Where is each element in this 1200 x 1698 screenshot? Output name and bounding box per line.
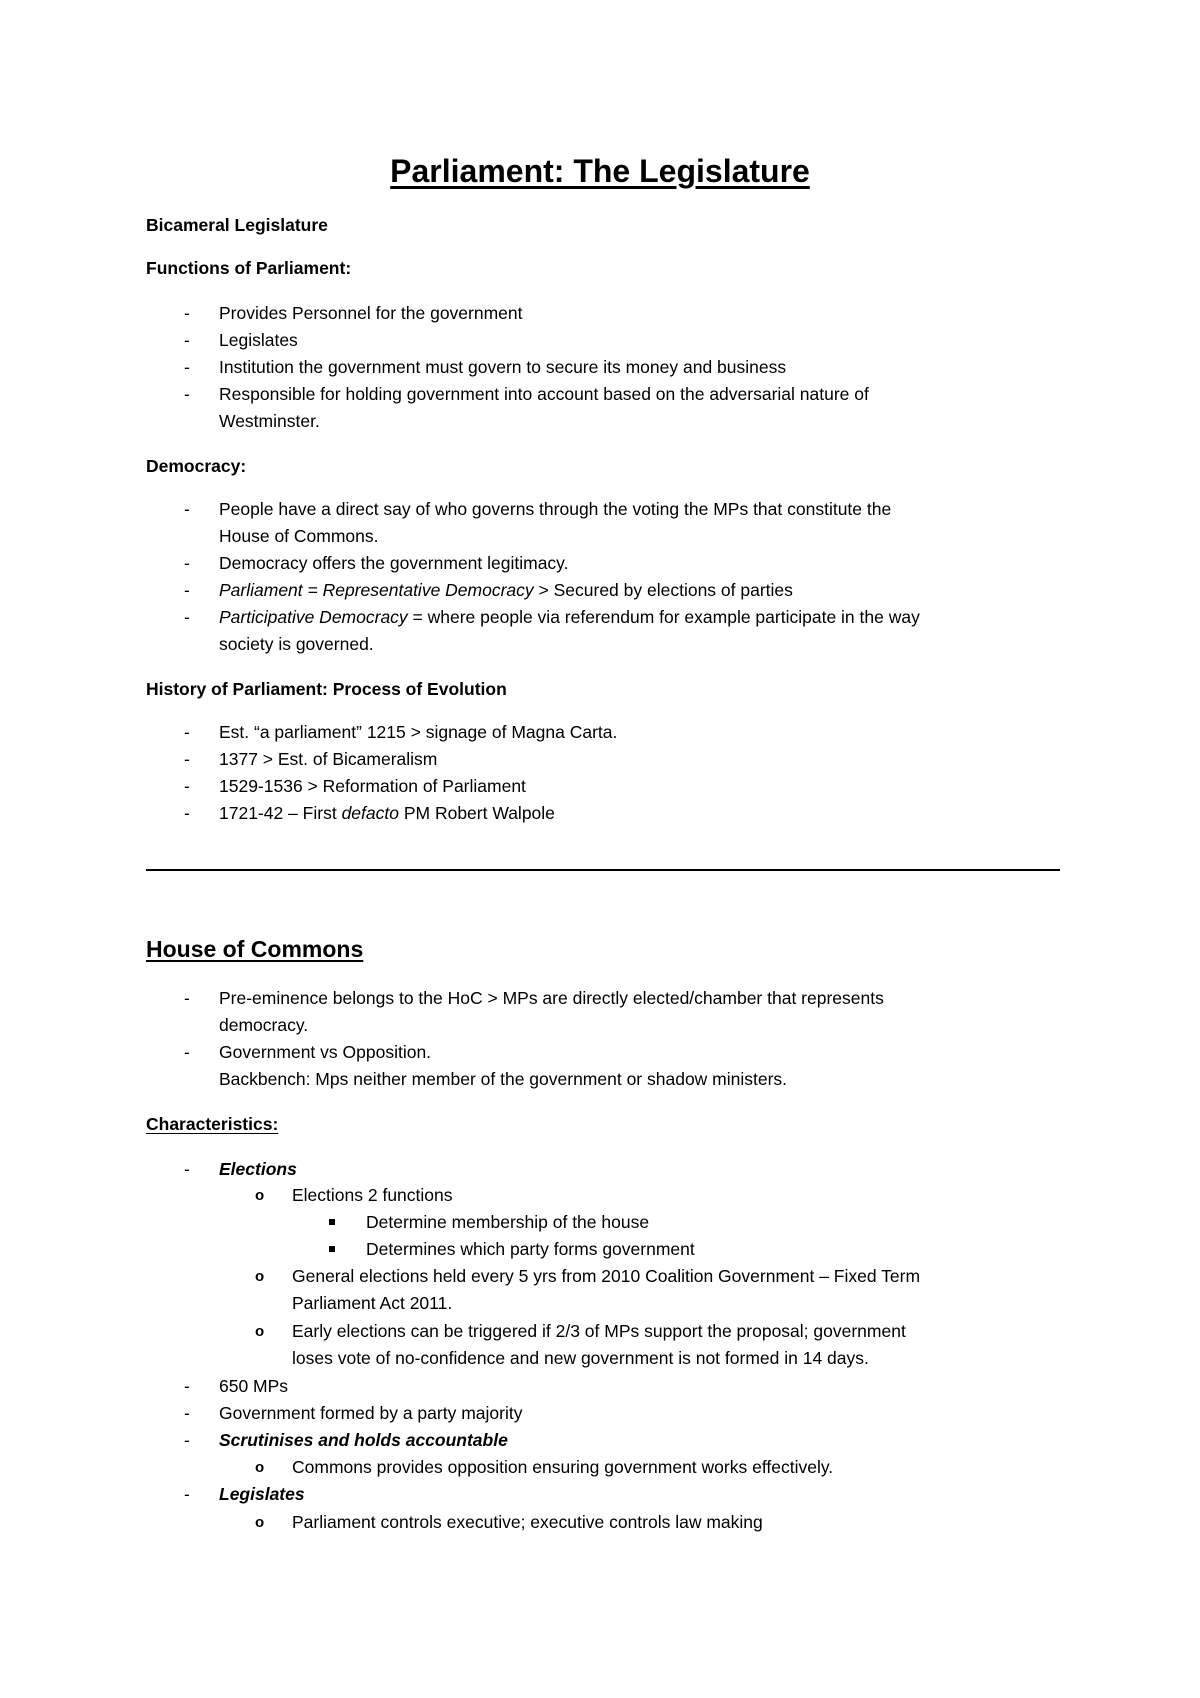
- page-title: Parliament: The Legislature: [390, 153, 810, 189]
- list-item: Government vs Opposition.: [219, 1042, 432, 1062]
- horizontal-rule: [146, 869, 1060, 871]
- list-item-text: = where people via referendum for example participate in the way: [407, 607, 920, 627]
- italic-term: Participative Democracy: [219, 607, 408, 627]
- sub-sub-list-item: Determines which party forms government: [366, 1239, 695, 1259]
- dash-bullet: -: [184, 1376, 190, 1396]
- list-item-text: > Secured by elections of parties: [533, 580, 793, 600]
- sub-list-item: Commons provides opposition ensuring government works effectively.: [292, 1457, 834, 1477]
- list-item: [219, 604, 920, 631]
- list-item: Democracy offers the government legitimacy.: [219, 553, 569, 573]
- history-heading: History of Parliament: Process of Evolution: [146, 679, 507, 699]
- dash-bullet: -: [184, 1484, 190, 1504]
- italic-term: Parliament = Representative Democracy: [219, 580, 534, 600]
- commons-heading: House of Commons: [146, 936, 364, 962]
- sub-list-item: General elections held every 5 yrs from 2010 Coalition Government – Fixed Term: [292, 1266, 921, 1286]
- list-item: 650 MPs: [219, 1376, 289, 1396]
- dash-bullet: -: [184, 384, 190, 404]
- dash-bullet: -: [184, 330, 190, 350]
- dash-bullet: -: [184, 607, 190, 627]
- circle-bullet: o: [255, 1514, 265, 1531]
- sub-list-item-continuation: Parliament Act 2011.: [292, 1293, 453, 1313]
- dash-bullet: -: [184, 1159, 190, 1179]
- list-item-text: PM Robert Walpole: [398, 803, 555, 823]
- democracy-heading: Democracy:: [146, 456, 247, 476]
- list-item-continuation: society is governed.: [219, 634, 374, 654]
- list-item: Government formed by a party majority: [219, 1403, 523, 1423]
- list-item: Provides Personnel for the government: [219, 303, 523, 323]
- dash-bullet: -: [184, 357, 190, 377]
- circle-bullet: o: [255, 1323, 265, 1340]
- list-item: [219, 1427, 508, 1454]
- italic-term: Elections: [219, 1159, 297, 1179]
- list-item: Legislates: [219, 330, 298, 350]
- list-item: [219, 800, 555, 827]
- list-item: 1377 > Est. of Bicameralism: [219, 749, 438, 769]
- square-bullet: [329, 1219, 335, 1225]
- dash-bullet: -: [184, 553, 190, 573]
- dash-bullet: -: [184, 580, 190, 600]
- sub-sub-list-item: Determine membership of the house: [366, 1212, 650, 1232]
- list-item: Institution the government must govern to secure its money and business: [219, 357, 787, 377]
- italic-term: Legislates: [219, 1484, 305, 1504]
- circle-bullet: o: [255, 1268, 265, 1285]
- list-item: Responsible for holding government into account based on the adversarial nature of: [219, 384, 869, 404]
- dash-bullet: -: [184, 1403, 190, 1423]
- circle-bullet: o: [255, 1459, 265, 1476]
- square-bullet: [329, 1246, 335, 1252]
- sub-list-item: Early elections can be triggered if 2/3 of MPs support the proposal; government: [292, 1321, 906, 1341]
- dash-bullet: -: [184, 1430, 190, 1450]
- bicameral-heading: Bicameral Legislature: [146, 215, 328, 235]
- list-item: [219, 577, 793, 604]
- list-item-text: 1721-42 – First: [219, 803, 342, 823]
- sub-list-item-continuation: loses vote of no-confidence and new government is not formed in 14 days.: [292, 1348, 869, 1368]
- list-item: [219, 1156, 297, 1183]
- list-item: Pre-eminence belongs to the HoC > MPs are directly elected/chamber that represents: [219, 988, 884, 1008]
- list-item: Est. “a parliament” 1215 > signage of Magna Carta.: [219, 722, 618, 742]
- sub-list-item: Elections 2 functions: [292, 1185, 453, 1205]
- dash-bullet: -: [184, 722, 190, 742]
- list-item: 1529-1536 > Reformation of Parliament: [219, 776, 526, 796]
- dash-bullet: -: [184, 988, 190, 1008]
- dash-bullet: -: [184, 776, 190, 796]
- italic-term: defacto: [341, 803, 399, 823]
- list-item: [219, 1481, 305, 1508]
- list-item-continuation: House of Commons.: [219, 526, 379, 546]
- characteristics-heading: Characteristics:: [146, 1114, 279, 1134]
- functions-heading: Functions of Parliament:: [146, 258, 352, 278]
- dash-bullet: -: [184, 1042, 190, 1062]
- list-item-continuation: Backbench: Mps neither member of the government or shadow ministers.: [219, 1069, 788, 1089]
- dash-bullet: -: [184, 303, 190, 323]
- italic-term: Scrutinises and holds accountable: [219, 1430, 508, 1450]
- list-item-continuation: Westminster.: [219, 411, 320, 431]
- dash-bullet: -: [184, 803, 190, 823]
- list-item-continuation: democracy.: [219, 1015, 309, 1035]
- circle-bullet: o: [255, 1187, 265, 1204]
- dash-bullet: -: [184, 499, 190, 519]
- dash-bullet: -: [184, 749, 190, 769]
- list-item: People have a direct say of who governs through the voting the MPs that constitute the: [219, 499, 892, 519]
- sub-list-item: Parliament controls executive; executive controls law making: [292, 1512, 763, 1532]
